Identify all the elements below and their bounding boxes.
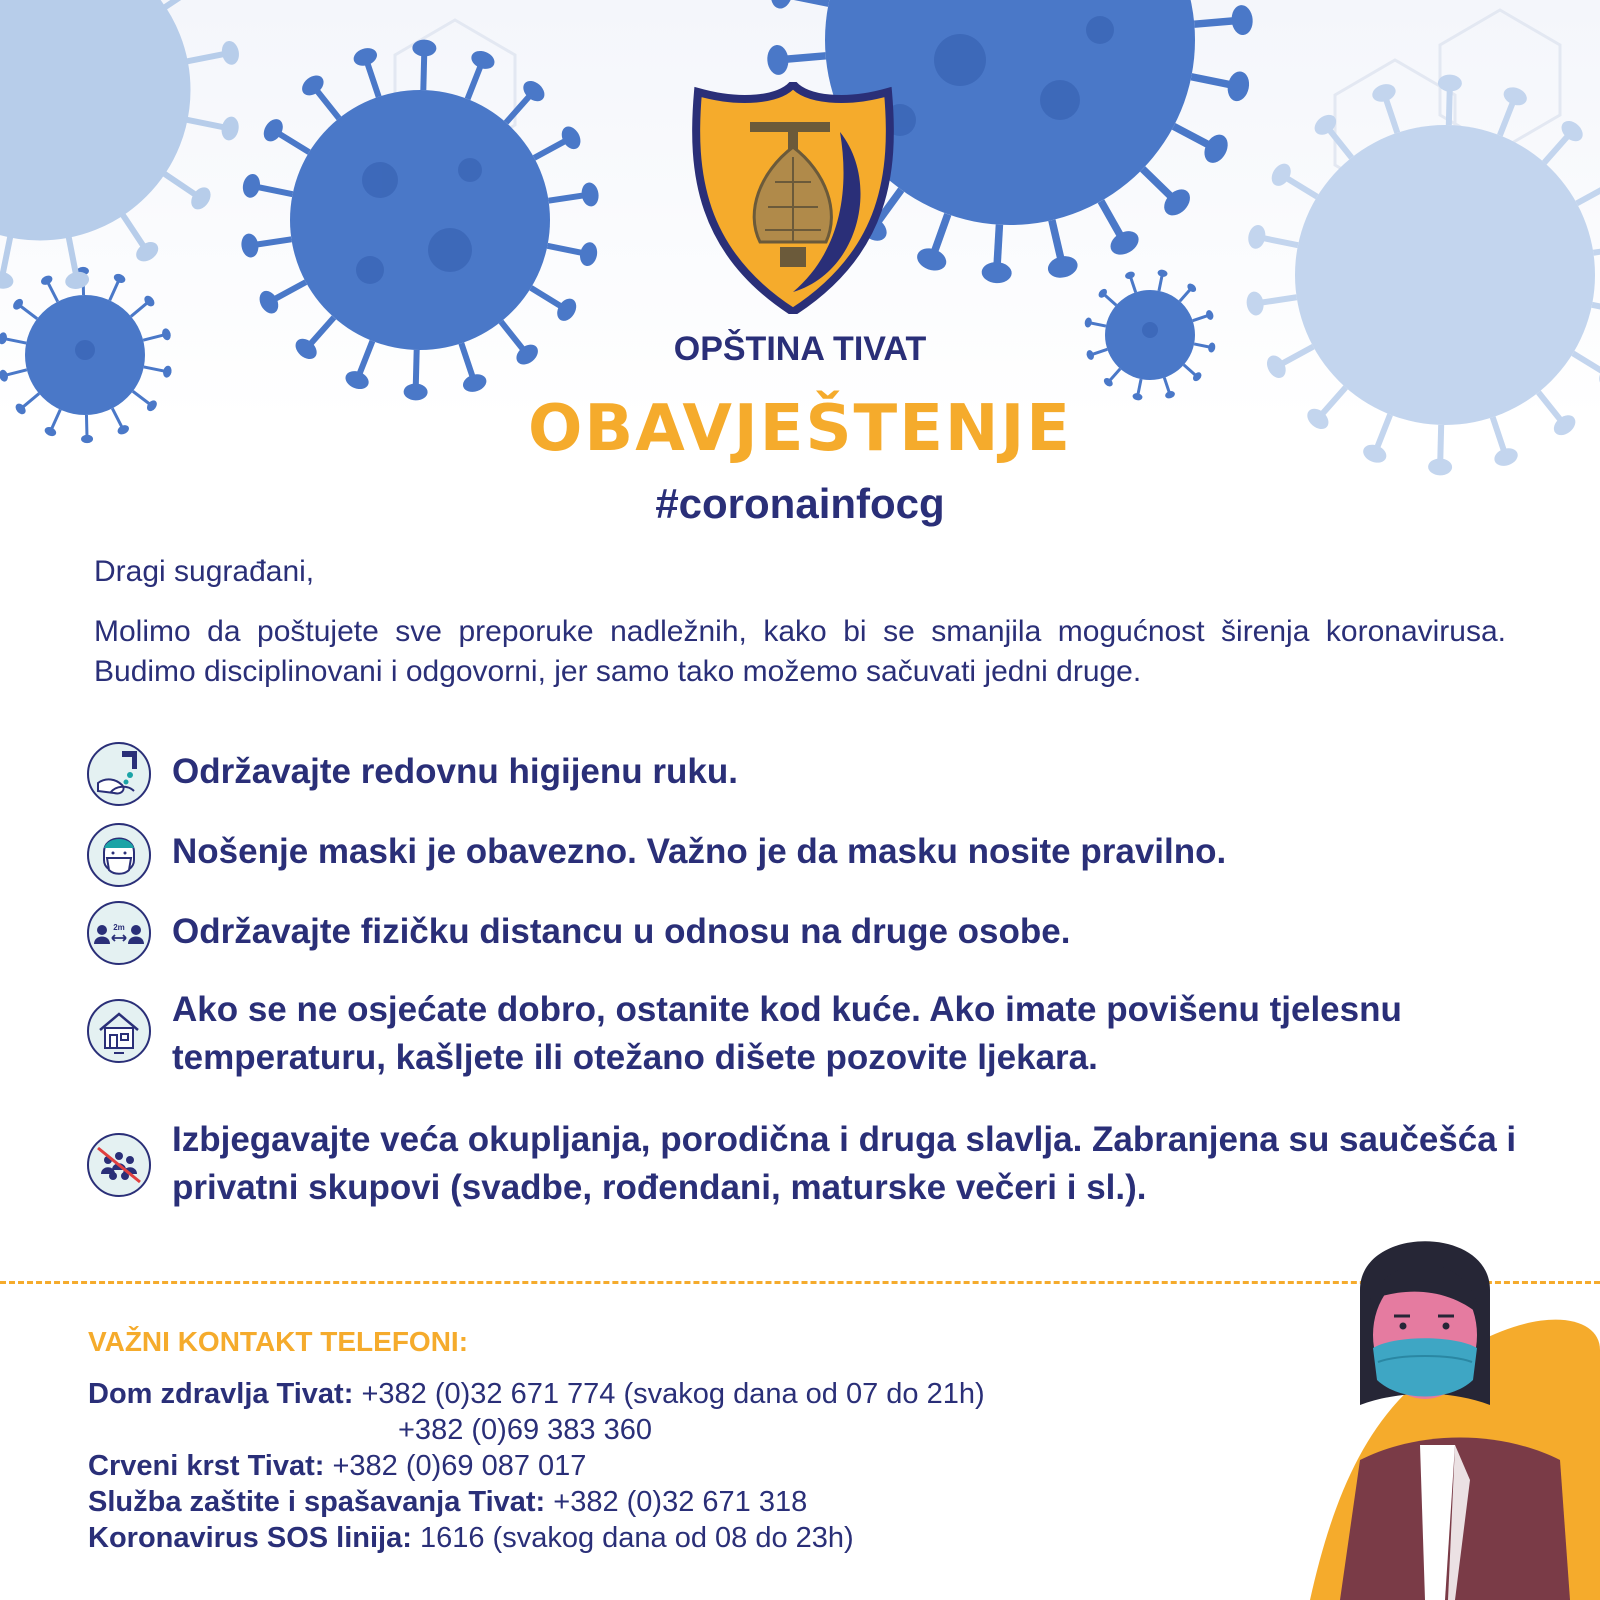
virus-spike-tip [133,238,162,265]
virus-spike-tip [220,115,241,142]
virus-spike-tip [1084,317,1093,328]
contact-dom-zdravlja [88,1376,985,1412]
virus-spike-tip [1124,270,1136,280]
virus-spike-tip [256,288,282,317]
virus-spike-tip [766,44,789,76]
virus-icon [1295,125,1595,425]
tivat-crest-logo [690,82,896,314]
virus-spike-tip [39,274,54,287]
greeting: Dragi sugrađani, [94,555,315,588]
virus-icon [0,0,190,240]
contact-sluzba-zastite [88,1484,807,1520]
virus-spike [1592,305,1600,313]
virus-spike-tip [0,369,9,383]
virus-spike-tip [1157,269,1168,278]
contact-phone: +382 (0)32 671 774 (svakog dana od 07 do 21h) [361,1378,985,1410]
contact-label: Koronavirus SOS linija: [88,1522,412,1554]
contact-phone: +382 (0)69 383 360 [398,1414,652,1446]
contact-dom-zdravlja-mobile [398,1412,652,1448]
virus-spike-tip [1268,160,1295,189]
no-gatherings-icon [86,1132,152,1198]
notice-title: OBAVJEŠTENJE [528,392,1072,466]
virus-spike-tip [351,45,379,69]
virus-spike-tip [241,172,262,199]
virus-spike-tip [1106,226,1142,259]
virus-spike-tip [220,39,241,66]
contact-label: Dom zdravlja Tivat: [88,1378,354,1410]
virus-spike-tip [578,241,599,268]
tip-no-gatherings: Izbjegavajte veća okupljanja, porodična i druga slavlja. Zabranjena su saučešća i privatni skupovi (svadbe, rođendani, maturske večeri i sl.). [172,1120,1517,1207]
virus-spike-tip [343,368,371,392]
virus-spike-tip [1205,309,1215,321]
contact-phone: 1616 (svakog dana od 08 do 23h) [419,1522,854,1554]
virus-spike-tip [1245,290,1265,316]
virus-spike [1593,246,1600,252]
contact-label: Crveni krst Tivat: [88,1450,325,1482]
virus-spike-tip [1370,81,1398,105]
contact-label: Služba zaštite i spašavanja Tivat: [88,1486,546,1518]
hand-washing-icon [86,741,152,807]
intro-message: Molimo da poštujete sve preporuke nadležnih, kako bi se smanjila mogućnost širenja koronavirusa. Budimo disciplinovani i odgovorni, jer samo tako možemo sačuvati jedni druge. [94,615,1506,688]
virus-spike-tip [553,295,580,324]
virus-spike [165,0,202,7]
virus-spike-tip [112,272,126,285]
contacts-title: VAŽNI KONTAKT TELEFONI: [88,1326,469,1357]
stay-home-icon [86,998,152,1064]
contact-crveni-krst [88,1448,586,1484]
tip-physical-distance: Održavajte fizičku distancu u odnosu na druge osobe. [172,912,1071,951]
virus-spike-tip [1501,84,1529,108]
virus-spike-tip [914,245,949,275]
virus-spike-tip [240,232,260,258]
virus-spike-tip [558,123,584,152]
virus-spike [1577,183,1600,203]
face-mask-icon [86,822,152,888]
tip-hand-hygiene: Održavajte redovnu higijenu ruku. [172,752,738,791]
contact-sos-linija [88,1520,854,1556]
virus-spike-tip [0,270,15,291]
distance-label: 2m [113,923,125,932]
virus-spike-tip [1225,70,1252,104]
tip-face-mask: Nošenje maski je obavezno. Važno je da masku nosite pravilno. [172,832,1227,871]
virus-spike-tip [981,261,1012,284]
virus-spike-tip [768,0,795,10]
tip-stay-home: Ako se ne osjećate dobro, ostanite kod kuće. Ako imate povišenu tjelesnu temperaturu, kašljete ili otežano dišete pozovite ljekara. [172,990,1402,1077]
virus-spike-tip [1200,131,1233,167]
virus-spike-tip [187,184,214,213]
contact-phone: +382 (0)32 671 318 [553,1486,808,1518]
virus-icon [290,90,550,350]
person-with-mask-illustration [1270,1230,1600,1600]
contact-phone: +382 (0)69 087 017 [332,1450,587,1482]
virus-spike-tip [1246,223,1267,250]
municipality-name: OPŠTINA TIVAT [673,330,927,368]
social-distance-icon [86,900,152,966]
virus-spike-tip [260,116,287,145]
virus-spike-tip [1046,253,1080,280]
virus-spike-tip [469,48,497,72]
virus-spike-tip [580,181,600,207]
virus-spike-tip [1230,4,1253,36]
hashtag: #coronainfocg [655,480,945,527]
